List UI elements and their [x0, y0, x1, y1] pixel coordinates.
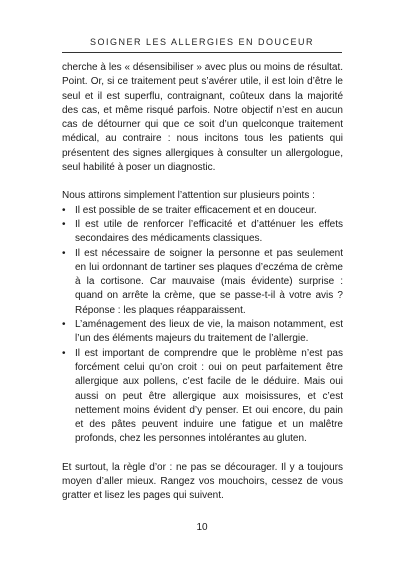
lead-paragraph: Nous attirons simplement l’attention sur plusieurs points : [62, 190, 315, 202]
intro-paragraph: cherche à les « désensibiliser » avec plus ou moins de résultat. Point. Or, si ce traitement peut s’avérer utile, il est loin d’être le seul et il est superflu, contraignant, coûteux dans la majorité des cas, et même risqué parfois. Notre objectif n’est en aucun cas de détourner qui que ce soit d’un quelconque traitement médical, au contraire : nous incitons tous les patients qui présentent des signes allergiques à consulter un allergologue, seul habilité à poser un diagnostic. [62, 62, 343, 174]
running-header: SOIGNER LES ALLERGIES EN DOUCEUR [89, 37, 315, 47]
list-item-text: L’aménagement des lieux de vie, la maison notamment, est l’un des éléments majeurs du traitement de l’allergie. [75, 319, 343, 345]
list-item-text: Il est utile de renforcer l’efficacité et d’atténuer les effets secondaires des médicaments classiques. [75, 218, 343, 245]
list-item [62, 204, 343, 218]
list-item [62, 347, 343, 447]
page-number: 10 [196, 522, 208, 533]
body-text [62, 61, 343, 504]
paragraph-gap [62, 447, 343, 461]
paragraph-gap [62, 175, 343, 189]
bullet-icon: • [62, 204, 66, 216]
bullet-icon: • [62, 247, 66, 259]
closing-paragraph: Et surtout, la règle d’or : ne pas se décourager. Il y a toujours moyen d’aller mieux. Rangez vos mouchoirs, cessez de vous gratter et lisez les pages qui suivent. [62, 461, 343, 502]
bullet-icon: • [62, 218, 66, 230]
list-item [62, 247, 343, 318]
list-item [62, 218, 343, 247]
list-item-text: Il est possible de se traiter efficacement et en douceur. [75, 204, 317, 216]
list-item-text: Il est nécessaire de soigner la personne et pas seulement en lui ordonnant de tartiner ses plaques d’eczéma de crème à la cortisone. Car mauvaise (mais évidente) surprise : quand on arrête la crème, que se passe-t-il à votre avis ? Réponse : les plaques réapparaissent. [75, 247, 343, 316]
bullet-icon: • [62, 319, 66, 331]
bullet-list [62, 204, 343, 447]
list-item-text: Il est important de comprendre que le problème n’est pas forcément celui qu’on croit : oui on peut parfaitement être allergique aux pollens, c’est facile de le déduire. Mais oui aussi on peut être allergique aux moisissures, et c’est nettement moins évident d’y penser. Et oui encore, du pain et des pâtes peuvent induire une fatigue et un malêtre profonds, chez les personnes intolérantes au gluten. [75, 347, 343, 445]
list-item [62, 318, 343, 347]
header-rule [62, 52, 342, 53]
bullet-icon: • [62, 347, 66, 359]
